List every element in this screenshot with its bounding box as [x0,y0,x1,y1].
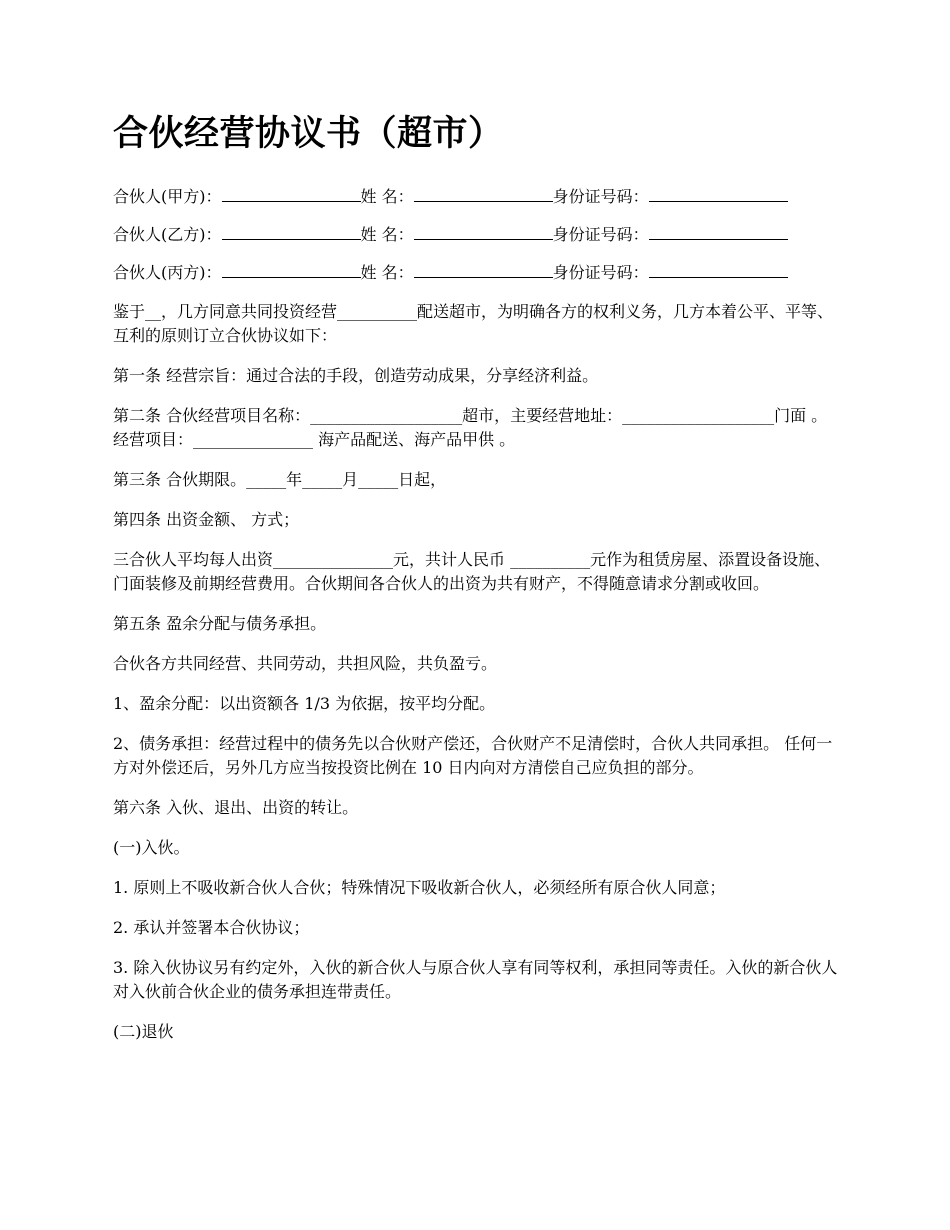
body-paragraph: 第一条 经营宗旨：通过合法的手段，创造劳动成果，分享经济利益。 [113,366,599,385]
id-blank [649,186,788,202]
party-label: 合伙人(丙方)： [113,263,222,282]
body-paragraph: 3. 除入伙协议另有约定外，入伙的新合伙人与原合伙人享有同等权利，承担同等责任。入伙的新合伙人对入伙前合伙企业的债务承担连带责任。 [113,958,838,1001]
id-label: 身份证号码： [552,225,649,244]
body-paragraph: 第五条 盈余分配与债务承担。 [113,614,327,633]
body-paragraph: 1. 原则上不吸收新合伙人合伙；特殊情况下吸收新合伙人，必须经所有原合伙人同意； [113,878,726,897]
party-row [113,260,841,284]
name-label: 姓 名： [360,263,414,282]
party-blank [222,186,361,202]
id-blank [649,262,788,278]
id-label: 身份证号码： [552,187,649,206]
name-blank [414,224,553,240]
body-paragraph: (一)入伙。 [113,838,190,857]
body-paragraph: 第三条 合伙期限。_____年_____月_____日起， [113,470,447,489]
body-paragraph: 合伙各方共同经营、共同劳动，共担风险，共负盈亏。 [113,654,498,673]
document-page [113,108,841,1060]
body-paragraph: 第二条 合伙经营项目名称：___________________超市，主要经营地址：___________________门面 。经营项目：_______________ 海产品配送、海产品甲供 。 [113,406,828,449]
name-blank [414,186,553,202]
party-blank [222,262,361,278]
body-paragraph: 鉴于__，几方同意共同投资经营__________配送超市，为明确各方的权利义务，几方本着公平、平等、互利的原则订立合伙协议如下： [113,302,834,345]
id-blank [649,224,788,240]
party-row [113,184,841,208]
body-paragraph: 1、盈余分配：以出资额各 1/3 为依据，按平均分配。 [113,694,496,713]
name-label: 姓 名： [360,187,414,206]
party-row [113,222,841,246]
body-paragraph: (二)退伙 [113,1022,174,1041]
body-paragraph: 2. 承认并签署本合伙协议； [113,918,310,937]
name-label: 姓 名： [360,225,414,244]
name-blank [414,262,553,278]
party-blank [222,224,361,240]
body-paragraph: 2、债务承担：经营过程中的债务先以合伙财产偿还，合伙财产不足清偿时，合伙人共同承担。 任何一方对外偿还后，另外几方应当按投资比例在 10 日内向对方清偿自己应负担的部分。 [113,734,833,777]
party-label: 合伙人(甲方)： [113,187,222,206]
body-paragraph: 第四条 出资金额、 方式； [113,510,300,529]
body-paragraph: 第六条 入伙、退出、出资的转让。 [113,798,359,817]
party-label: 合伙人(乙方)： [113,225,222,244]
document-title: 合伙经营协议书（超市） [113,113,504,154]
body-paragraph: 三合伙人平均每人出资_______________元，共计人民币 __________元作为租赁房屋、添置设备设施、门面装修及前期经营费用。合伙期间各合伙人的出资为共有财产，不得随意请求分割或收回。 [113,550,831,593]
id-label: 身份证号码： [552,263,649,282]
